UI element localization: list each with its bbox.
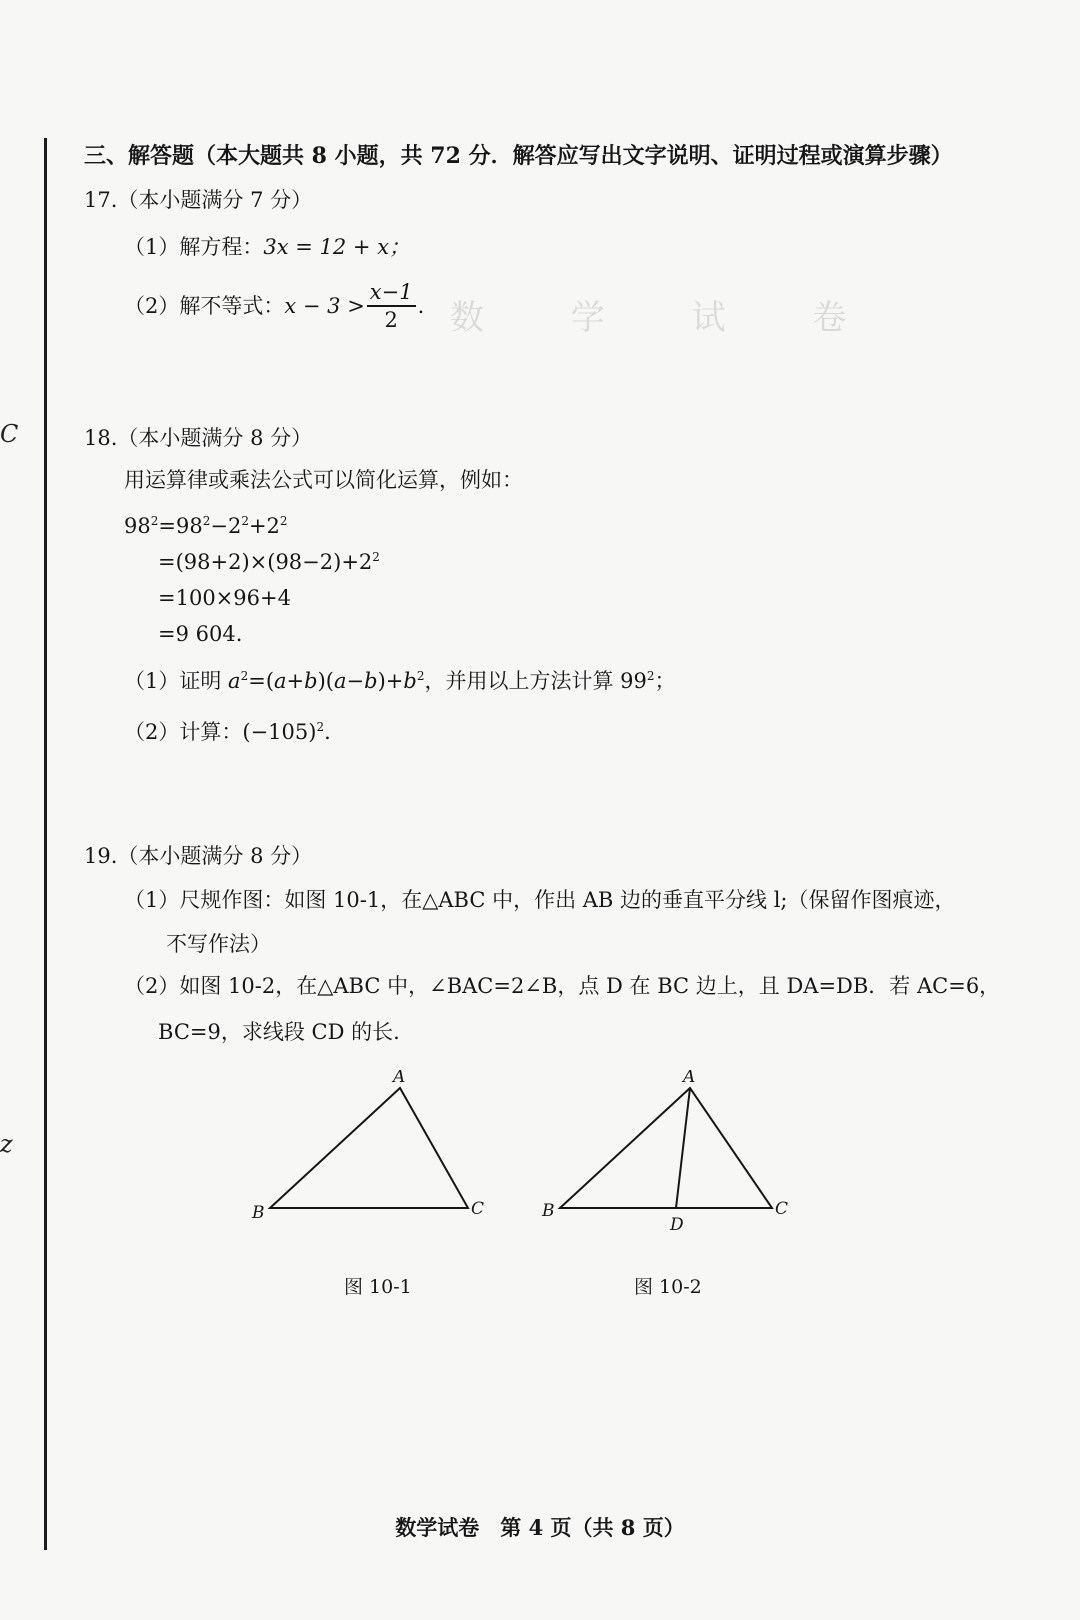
q18-header xyxy=(84,424,312,452)
figure-10-2 xyxy=(540,1070,800,1250)
point-label-d: D xyxy=(670,1215,684,1235)
q17-number: 17. xyxy=(84,188,118,212)
q17-part1-label: （1）解方程： xyxy=(124,235,264,259)
q18-part2-label: （2）计算： xyxy=(124,720,243,744)
vertex-label-c: C xyxy=(775,1199,789,1219)
q17-part1-equation: 3x = 12 + x； xyxy=(263,235,411,259)
page-footer: 数学试卷 第 4 页（共 8 页） xyxy=(395,1515,685,1540)
fraction-numerator: x−1 xyxy=(367,279,416,307)
caption-fig-10-2: 图 10-2 xyxy=(634,1276,702,1298)
edge-mark: C xyxy=(0,420,19,448)
section-title: 三、解答题 xyxy=(84,143,195,169)
q17-part2-lhs: x − 3 > xyxy=(284,294,365,318)
fraction-denominator: 2 xyxy=(384,307,398,332)
q17-part2-label: （2）解不等式： xyxy=(124,294,285,318)
q18-part1: （1）证明 $a^2=(a+b)(a-b)+b^2$，并用以上方法计算 $99^2$； xyxy=(124,669,676,693)
q19-score: （本小题满分 8 分） xyxy=(117,844,313,868)
q17-part2 xyxy=(124,278,424,335)
triangle-abc xyxy=(270,1088,468,1208)
q19-header xyxy=(84,842,312,870)
q18-example-line-3: =100×96+4 xyxy=(158,586,291,610)
q17-part2-end: . xyxy=(417,294,425,318)
segment-ad xyxy=(676,1088,690,1208)
q17-fraction xyxy=(367,279,416,333)
bleed-through-text: 数 学 试 卷 xyxy=(450,298,885,338)
q18-part1-text: ，并用以上方法计算 xyxy=(424,669,621,693)
vertex-label-b: B xyxy=(252,1203,265,1223)
q18-example-line-4: =9 604. xyxy=(158,622,243,646)
vertex-label-c: C xyxy=(471,1199,485,1219)
q18-part2: （2）计算：$(-105)^2$. xyxy=(124,720,331,744)
binding-line xyxy=(44,138,47,1550)
edge-mark: z xyxy=(0,1130,13,1158)
q18-part1-label: （1）证明 xyxy=(124,669,229,693)
q18-intro: 用运算律或乘法公式可以简化运算，例如： xyxy=(124,468,523,492)
q19-part2: （2）如图 10-2，在△ABC 中，∠BAC=2∠B，点 D 在 BC 边上，且 DA=DB．若 AC=6， xyxy=(124,974,1001,998)
q19-part1-cont: 不写作法） xyxy=(166,932,271,956)
q18-score: （本小题满分 8 分） xyxy=(117,426,313,450)
section-header xyxy=(84,142,953,170)
q18-example-line-2: $=(98+2)\times(98-2)+2^2$ xyxy=(158,550,380,574)
q19-part1: （1）尺规作图：如图 10-1，在△ABC 中，作出 AB 边的垂直平分线 l;（保留作图痕迹， xyxy=(124,888,956,912)
q17-part1 xyxy=(124,233,410,261)
section-note: （本大题共 8 小题，共 72 分．解答应写出文字说明、证明过程或演算步骤） xyxy=(194,143,953,169)
figure-10-1 xyxy=(250,1070,510,1230)
q18-example-line-1: $98^2=98^2-2^2+2^2$ xyxy=(124,514,288,538)
q17-header xyxy=(84,186,312,214)
vertex-label-a: A xyxy=(683,1070,696,1087)
q18-number: 18. xyxy=(84,426,118,450)
q19-part2-cont: BC=9，求线段 CD 的长. xyxy=(158,1020,400,1044)
vertex-label-b: B xyxy=(542,1201,555,1221)
q17-score: （本小题满分 7 分） xyxy=(117,188,313,212)
q19-number: 19. xyxy=(84,844,118,868)
vertex-label-a: A xyxy=(393,1070,406,1087)
caption-fig-10-1: 图 10-1 xyxy=(344,1276,412,1298)
triangle-abc xyxy=(560,1088,772,1208)
